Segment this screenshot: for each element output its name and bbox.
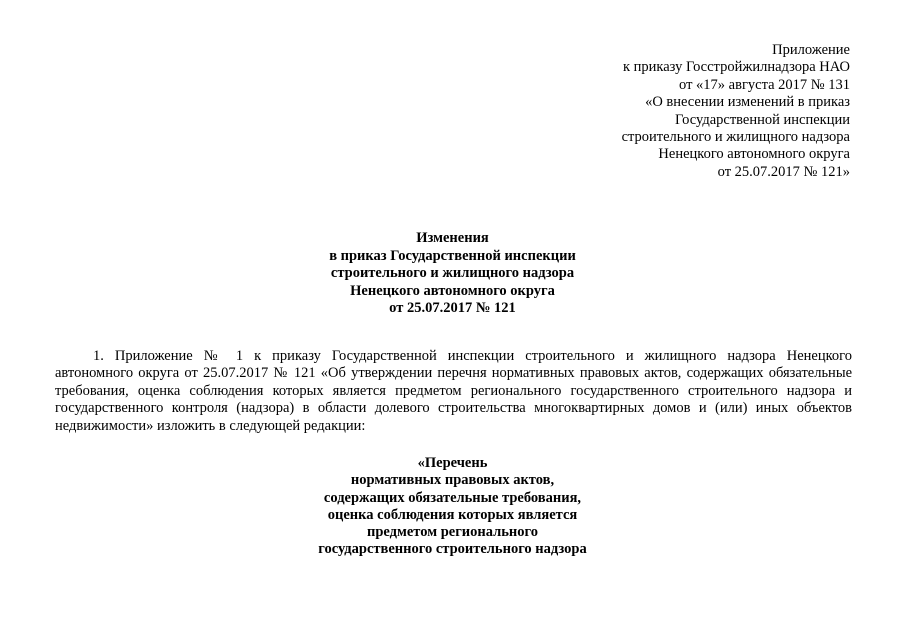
appendix-line: от «17» августа 2017 № 131 [679, 76, 850, 93]
appendix-line: к приказу Госстройжилнадзора НАО [622, 59, 850, 76]
appendix-line: Приложение [772, 42, 850, 58]
title-line: строительного и жилищного надзора [330, 265, 575, 282]
appendix-line: от 25.07.2017 № 121» [717, 163, 850, 180]
appendix-line: «О внесении изменений в приказ [645, 94, 850, 111]
title-line: Изменения [416, 230, 489, 246]
list-title-line: нормативных правовых актов, [350, 472, 555, 489]
list-title [0, 455, 905, 559]
title-line: от 25.07.2017 № 121 [389, 300, 516, 317]
appendix-line: строительного и жилищного надзора [621, 129, 850, 146]
appendix-header [622, 42, 850, 181]
title-line: Ненецкого автономного округа [350, 282, 555, 299]
list-title-line: оценка соблюдения которых является [327, 506, 578, 523]
appendix-line: Государственной инспекции [675, 111, 850, 128]
list-title-line: предметом регионального [366, 524, 539, 541]
list-title-line: государственного строительного надзора [318, 541, 587, 558]
list-title-line: «Перечень [417, 455, 488, 471]
appendix-line: Ненецкого автономного округа [658, 146, 850, 163]
paragraph-line: государственного контроля (надзора) в области долевого строительства многоквартирных домов и (или) иных объектов [55, 400, 852, 417]
body-paragraph [55, 348, 852, 435]
document-title [0, 230, 905, 318]
list-title-line: содержащих обязательные требования, [323, 489, 582, 506]
paragraph-line: автономного округа от 25.07.2017 № 121 «Об утверждении перечня нормативных правовых актов, содержащих обязательные [55, 365, 852, 382]
paragraph-line: недвижимости» изложить в следующей редакции: [55, 417, 366, 434]
paragraph-line: требования, оценка соблюдения которых является предметом регионального государственного строительного надзора и [55, 382, 852, 399]
paragraph-line: 1. Приложение № 1 к приказу Государственной инспекции строительного и жилищного надзора Ненецкого [93, 348, 852, 364]
title-line: в приказ Государственной инспекции [329, 247, 576, 264]
